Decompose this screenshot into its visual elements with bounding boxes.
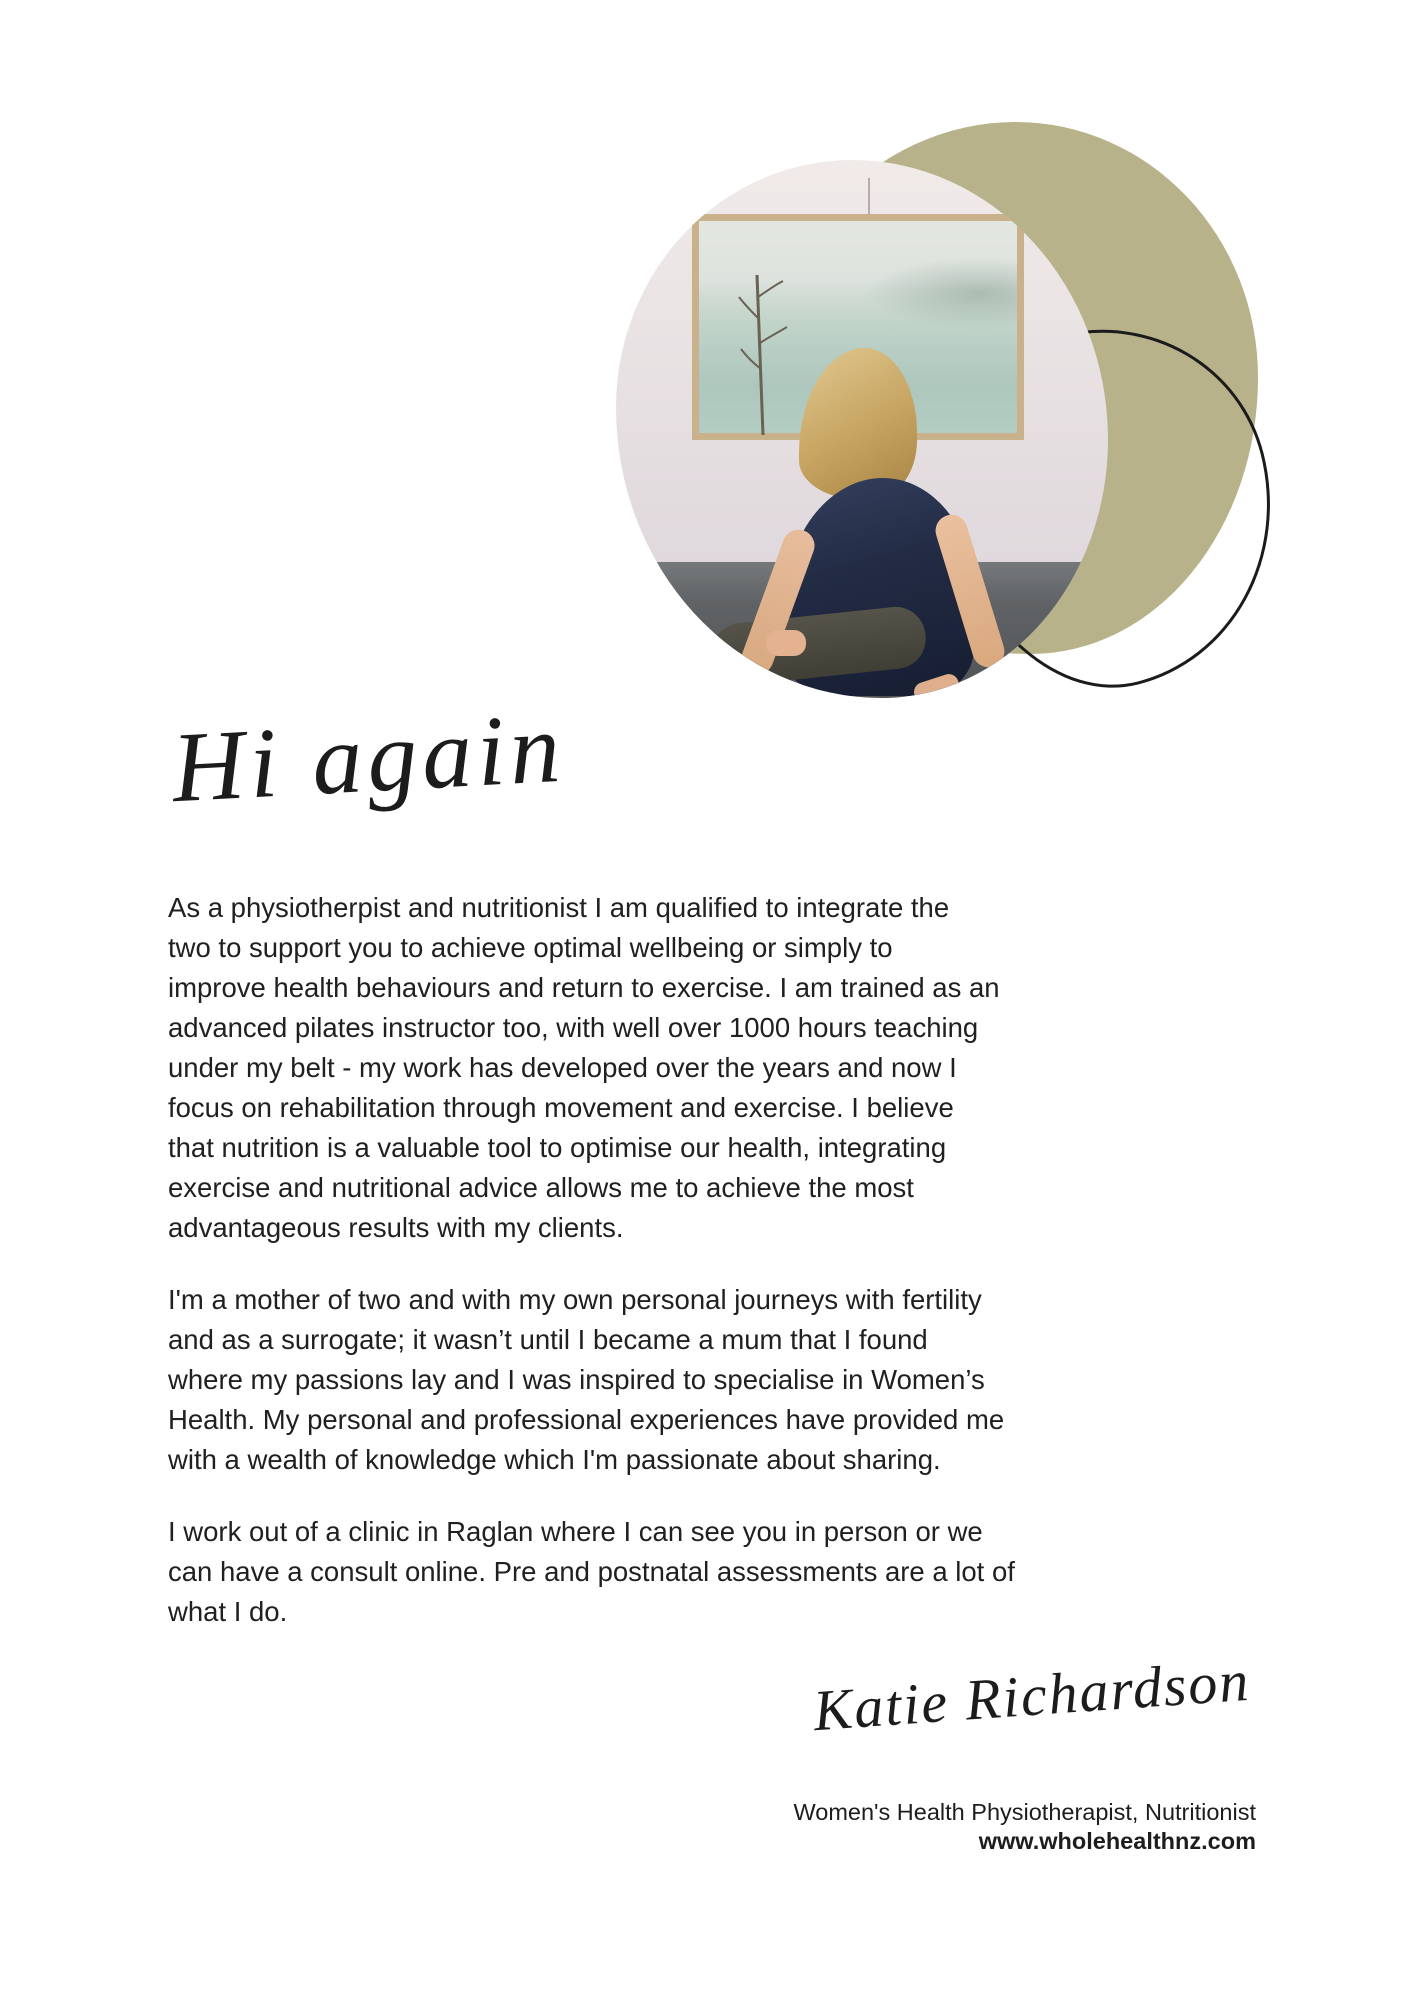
page-title: Hi again	[169, 691, 568, 824]
credentials-block	[794, 1798, 1257, 1856]
paragraph-line: what I do.	[168, 1596, 288, 1627]
paragraph-line: Health. My personal and professional experiences have provided me	[168, 1404, 1005, 1435]
paragraph-line: advanced pilates instructor too, with well over 1000 hours teaching	[168, 1012, 979, 1043]
paragraph-line: can have a consult online. Pre and postnatal assessments are a lot of	[168, 1556, 1015, 1587]
paragraph-line: and as a surrogate; it wasn’t until I became a mum that I found	[168, 1324, 928, 1355]
paragraph-line: I work out of a clinic in Raglan where I can see you in person or we	[168, 1516, 983, 1547]
paragraph-line: advantageous results with my clients.	[168, 1212, 624, 1243]
paragraph-line: exercise and nutritional advice allows me to achieve the most	[168, 1172, 914, 1203]
paragraph-line: As a physiotherpist and nutritionist I am qualified to integrate the	[168, 892, 950, 923]
bio-text	[168, 888, 1088, 1664]
branch-graphic	[717, 257, 807, 437]
paragraph-line: where my passions lay and I was inspired to specialise in Women’s	[168, 1364, 985, 1395]
paragraph	[168, 1280, 1088, 1480]
paragraph-line: with a wealth of knowledge which I'm passionate about sharing.	[168, 1444, 941, 1475]
paragraph-line: focus on rehabilitation through movement and exercise. I believe	[168, 1092, 954, 1123]
paragraph-line: under my belt - my work has developed over the years and now I	[168, 1052, 957, 1083]
website-url: www.wholehealthnz.com	[978, 1828, 1256, 1854]
signature: Katie Richardson	[810, 1647, 1252, 1744]
paragraph-line: improve health behaviours and return to exercise. I am trained as an	[168, 972, 1000, 1003]
painting-hanging-wire	[868, 178, 870, 216]
paragraph-line: I'm a mother of two and with my own personal journeys with fertility	[168, 1284, 982, 1315]
paragraph-line: two to support you to achieve optimal wellbeing or simply to	[168, 932, 893, 963]
paragraph	[168, 888, 1088, 1248]
paragraph	[168, 1512, 1088, 1632]
woman-hand	[766, 630, 806, 656]
paragraph-line: that nutrition is a valuable tool to optimise our health, integrating	[168, 1132, 947, 1163]
credentials-role: Women's Health Physiotherapist, Nutritionist	[793, 1799, 1256, 1825]
